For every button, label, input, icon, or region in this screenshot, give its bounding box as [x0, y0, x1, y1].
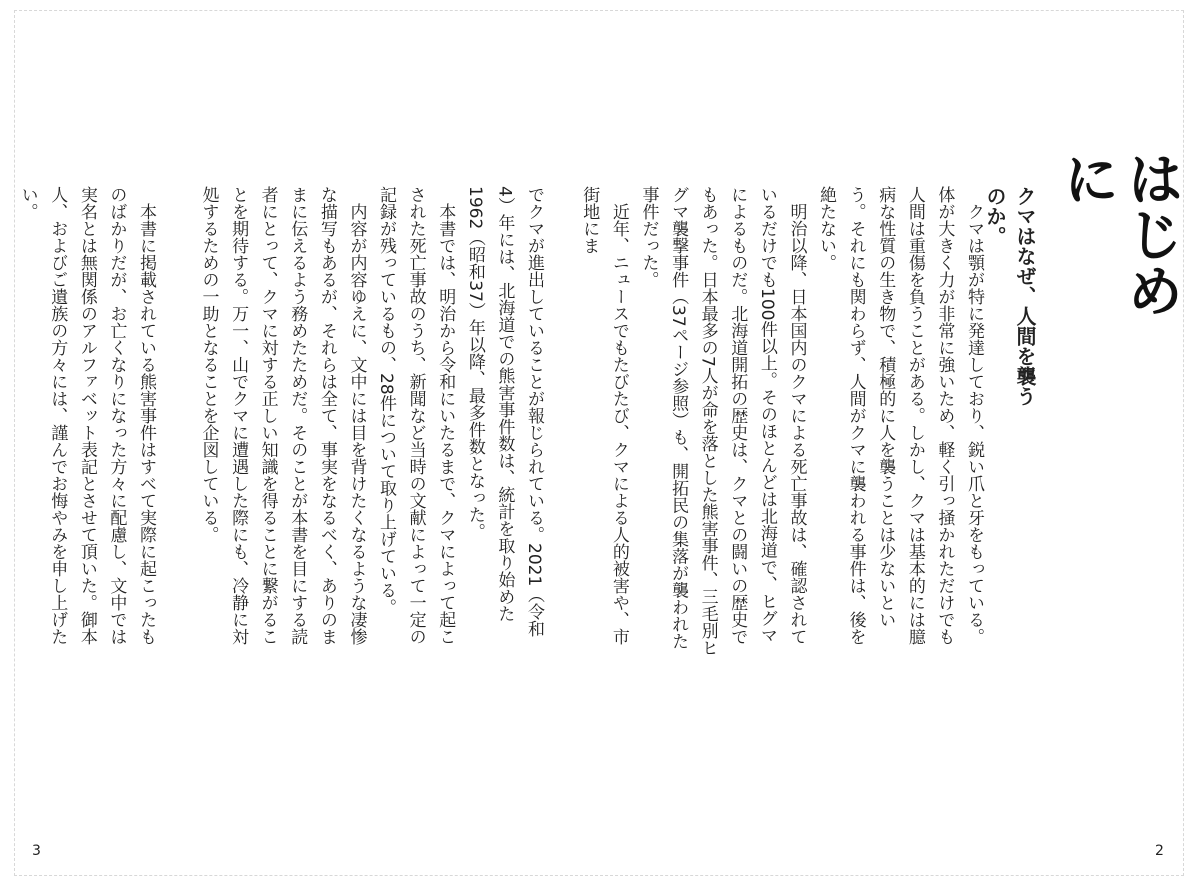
paragraph: 本書では、明治から令和にいたるまで、クマによって起こされた死亡事故のうち、新聞など当時の文献によって一定の記録が残っているもの、28件について取り上げている。: [376, 186, 456, 645]
paragraph: でクマが進出していることが報じられている。2021（令和4）年には、北海道での熊害事件数は、統計を取り始めた1962（昭和37）年以降、最多件数となった。: [464, 186, 544, 638]
text-column-right: [579, 186, 988, 656]
paragraph: 近年、ニュースでもたびたび、クマによる人的被害や、市街地にま: [579, 186, 629, 645]
text-column-middle: [190, 186, 548, 656]
page-number-left: 3: [32, 843, 41, 859]
paragraph: 本書に掲載されている熊害事件はすべて実際に起こったものばかりだが、お亡くなりになった方々に配慮し、文中では実名とは無関係のアルファベット表記とさせて頂いた。御本人、およびご遺族の方々には、謹んでお悔やみを申し上げたい。: [17, 186, 156, 645]
chapter-subtitle: クマはなぜ、人間を襲うのか。: [983, 186, 1037, 406]
text-column-left: [17, 186, 160, 656]
chapter-title: はじめに: [1054, 150, 1185, 318]
page-number-right: 2: [1155, 843, 1164, 859]
paragraph: 明治以降、日本国内のクマによる死亡事故は、確認されているだけでも100件以上。そのほとんどは北海道で、ヒグマによるものだ。北海道開拓の歴史は、クマとの闘いの歴史でもあった。日本最多の7人が命を落とした熊害事件、三毛別ヒグマ襲撃事件（37ページ参照）も、開拓民の集落が襲われた事件だった。: [638, 186, 807, 656]
paragraph: クマは顎が特に発達しており、鋭い爪と牙をもっている。体が大きく力が非常に強いため、軽く引っ掻かれただけでも人間は重傷を負うことがある。しかし、クマは基本的には臆病な性質の生き物で、積極的に人を襲うことは少ないという。それにも関わらず、人間がクマに襲われる事件は、後を絶たない。: [816, 186, 984, 645]
paragraph: 内容が内容ゆえに、文中には目を背けたくなるような凄惨な描写もあるが、それらは全て、事実をなるべく、ありのままに伝えるよう務めたためだ。そのことが本書を目にする読者にとって、クマに対する正しい知識を得ることに繋がることを期待する。万一、山でクマに遭遇した際にも、冷静に対処するための一助となることを企図している。: [198, 186, 367, 645]
